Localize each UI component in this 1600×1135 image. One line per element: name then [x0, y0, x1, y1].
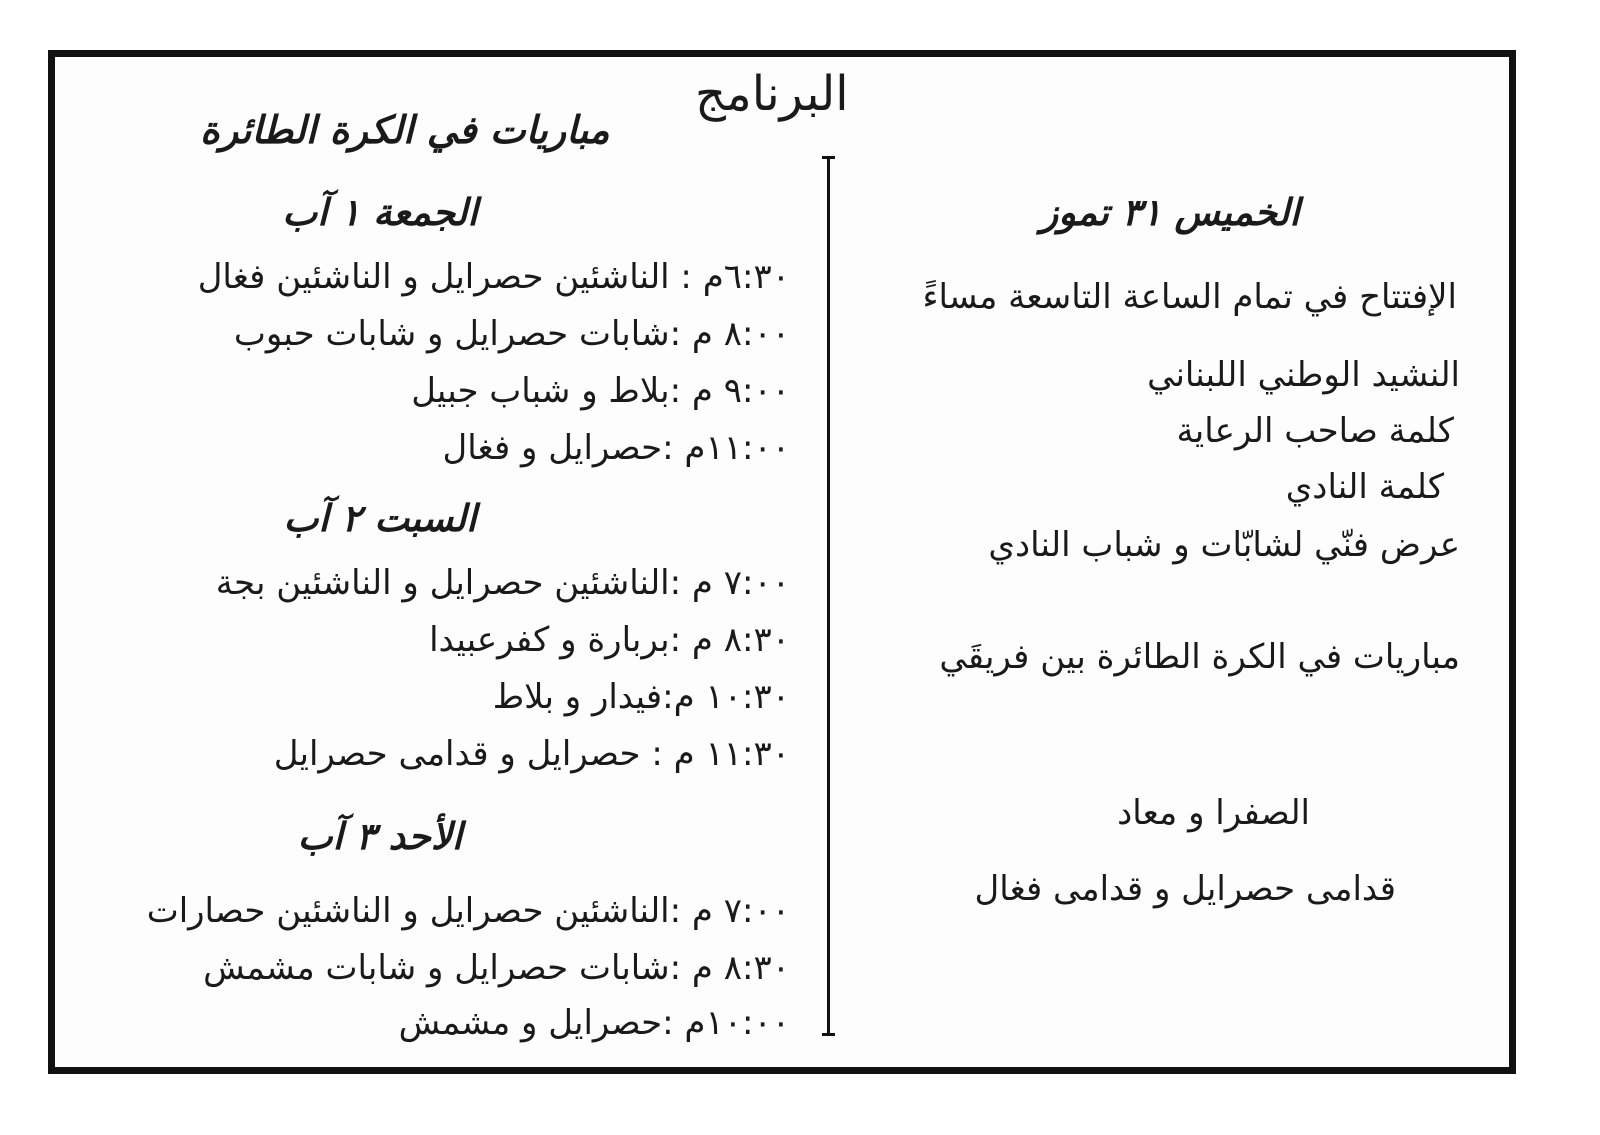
- schedule-item: ٩:٠٠ م :بلاط و شباب جبيل: [411, 371, 790, 411]
- schedule-item: ٨:٠٠ م :شابات حصرايل و شابات حبوب: [233, 314, 790, 354]
- schedule-item: ٨:٣٠ م :بربارة و كفرعبيدا: [429, 620, 790, 660]
- program-item: النشيد الوطني اللبناني: [1147, 355, 1460, 395]
- schedule-item: ٦:٣٠م : الناشئين حصرايل و الناشئين فغال: [197, 257, 790, 297]
- column-divider: [827, 156, 830, 1036]
- program-item: كلمة النادي: [1285, 467, 1444, 507]
- program-item: كلمة صاحب الرعاية: [1176, 411, 1454, 451]
- schedule-item: ١١:٣٠ م : حصرايل و قدامى حصرايل: [273, 734, 790, 774]
- day-3-title: الأحد ٣ آب: [297, 815, 463, 858]
- match-line: الصفرا و معاد: [1117, 793, 1310, 833]
- schedule-item: ٧:٠٠ م :الناشئين حصرايل و الناشئين بجة: [215, 563, 790, 603]
- opening-day-title: الخميس ٣١ تموز: [1040, 191, 1300, 234]
- schedule-item: ١٠:٣٠ م:فيدار و بلاط: [492, 677, 790, 717]
- day-2-title: السبت ٢ آب: [283, 497, 477, 540]
- matches-heading: مباريات في الكرة الطائرة بين فريقَي: [939, 637, 1460, 677]
- schedule-item: ٧:٠٠ م :الناشئين حصرايل و الناشئين حصارات: [146, 891, 790, 931]
- page-subtitle: مباريات في الكرة الطائرة: [200, 108, 610, 152]
- schedule-item: ١١:٠٠م :حصرايل و فغال: [442, 428, 790, 468]
- schedule-item: ١٠:٠٠م :حصرايل و مشمش: [398, 1003, 790, 1043]
- day-1-title: الجمعة ١ آب: [282, 191, 478, 234]
- schedule-item: ٨:٣٠ م :شابات حصرايل و شابات مشمش: [203, 948, 790, 988]
- match-line: قدامى حصرايل و قدامى فغال: [974, 869, 1396, 909]
- day-1-section: [70, 188, 790, 238]
- day-3-section: [70, 812, 790, 862]
- day-2-list: [70, 560, 790, 790]
- day-2-section: [70, 494, 790, 544]
- day-1-list: [70, 254, 790, 484]
- page-title: البرنامج: [695, 66, 849, 122]
- program-item: عرض فنّي لشابّات و شباب النادي: [988, 525, 1460, 565]
- opening-time: الإفتتاح في تمام الساعة التاسعة مساءً: [922, 277, 1457, 317]
- day-3-list: [70, 888, 790, 1068]
